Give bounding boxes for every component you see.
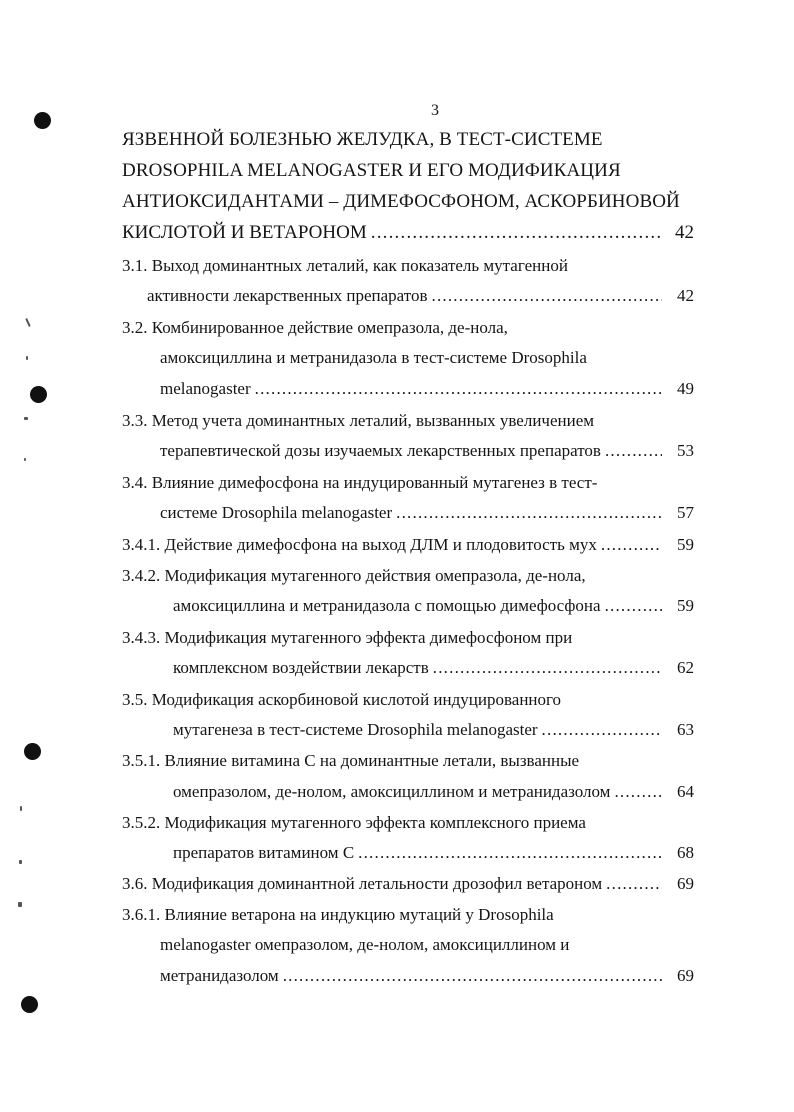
punch-hole xyxy=(21,996,38,1013)
toc-page-number: 69 xyxy=(677,874,694,893)
toc-entry-line: 3.4.1. Действие димефосфона на выход ДЛМ и плодовитость мух ..... 59 xyxy=(122,535,694,559)
leader-dots xyxy=(433,658,662,678)
leader-dots xyxy=(358,843,662,863)
toc-page-number: 42 xyxy=(675,222,694,243)
leader-dots xyxy=(255,379,662,399)
toc-page-number: 42 xyxy=(677,286,694,305)
toc-entry-line: 3.4.2. Модификация мутагенного действия омепразола, де-нола, xyxy=(122,566,586,585)
toc-entry-line: активности лекарственных препаратов ..... 42 xyxy=(147,286,694,310)
leader-dots xyxy=(605,596,662,616)
toc-entry-line: 3.4. Влияние димефосфона на индуцированный мутагенез в тест- xyxy=(122,473,598,492)
toc-page-number: 63 xyxy=(677,720,694,739)
toc-entry-line: 3.1. Выход доминантных леталий, как показатель мутагенной xyxy=(122,256,568,275)
scan-speck xyxy=(19,860,22,864)
toc-entry-line: системе Drosophila melanogaster ..... 57 xyxy=(160,503,694,527)
toc-entry-line: препаратов витамином С ..... 68 xyxy=(173,843,694,867)
leader-dots xyxy=(542,720,662,740)
toc-page-number: 68 xyxy=(677,843,694,862)
toc-page-number: 49 xyxy=(677,379,694,398)
toc-entry-line: метранидазолом ..... 69 xyxy=(160,966,694,990)
toc-page-number: 64 xyxy=(677,782,694,801)
toc-entry-line: 3.2. Комбинированное действие омепразола, де-нола, xyxy=(122,318,508,337)
punch-hole xyxy=(30,386,47,403)
toc-page-number: 57 xyxy=(677,503,694,522)
leader-dots xyxy=(601,535,662,555)
toc-page-number: 53 xyxy=(677,441,694,460)
scan-speck xyxy=(26,356,28,360)
punch-hole xyxy=(24,743,41,760)
toc-page-number: 59 xyxy=(677,535,694,554)
leader-dots xyxy=(283,966,662,986)
toc-entry-line: терапевтической дозы изучаемых лекарственных препаратов ..... 53 xyxy=(160,441,694,465)
toc-entry-title: КИСЛОТОЙ И ВЕТАРОНОМ xyxy=(122,222,367,243)
toc-entry-line: 3.6. Модификация доминантной летальности дрозофил ветароном ..... 69 xyxy=(122,874,694,898)
toc-entry-line: комплексном воздействии лекарств ..... 62 xyxy=(173,658,694,682)
scan-speck xyxy=(24,458,26,461)
chapter-heading-line: АНТИОКСИДАНТАМИ – ДИМЕФОСФОНОМ, АСКОРБИНОВОЙ xyxy=(122,191,680,212)
toc-entry-line: 3.5. Модификация аскорбиновой кислотой индуцированного xyxy=(122,690,562,709)
toc-entry-line: амоксициллина и метранидазола с помощью димефосфона ..... 59 xyxy=(173,596,694,620)
scan-speck xyxy=(24,417,28,420)
leader-dots xyxy=(432,286,663,306)
toc-entry-line: 3.4.3. Модификация мутагенного эффекта димефосфоном при xyxy=(122,628,573,647)
page-number: 3 xyxy=(431,102,439,119)
leader-dots xyxy=(614,782,662,802)
chapter-heading-line: ЯЗВЕННОЙ БОЛЕЗНЬЮ ЖЕЛУДКА, В ТЕСТ-СИСТЕМЕ xyxy=(122,129,603,150)
toc-entry-line: 3.3. Метод учета доминантных леталий, вызванных увеличением xyxy=(122,411,595,430)
leader-dots xyxy=(605,441,662,461)
scan-speck xyxy=(25,318,31,327)
toc-page-number: 69 xyxy=(677,966,694,985)
toc-entry-line: омепразолом, де-нолом, амоксициллином и метранидазолом ..... 64 xyxy=(173,782,694,806)
toc-page-number: 59 xyxy=(677,596,694,615)
scan-speck xyxy=(18,902,22,907)
toc-entry-line: melanogaster ..... 49 xyxy=(160,379,694,403)
leader-dots xyxy=(371,222,662,244)
scan-speck xyxy=(20,806,22,811)
toc-entry-chapter xyxy=(122,222,694,246)
toc-entry-line: мутагенеза в тест-системе Drosophila melanogaster ..... 63 xyxy=(173,720,694,744)
chapter-heading-line: DROSOPHILA MELANOGASTER И ЕГО МОДИФИКАЦИЯ xyxy=(122,160,621,181)
toc-entry-line: амоксициллина и метранидазола в тест-системе Drosophila xyxy=(160,348,587,367)
toc-page-number: 62 xyxy=(677,658,694,677)
leader-dots xyxy=(606,874,662,894)
toc-entry-line: melanogaster омепразолом, де-нолом, амоксициллином и xyxy=(160,935,570,954)
toc-entry-line: 3.6.1. Влияние ветарона на индукцию мутаций у Drosophila xyxy=(122,905,554,924)
toc-entry-line: 3.5.1. Влияние витамина С на доминантные летали, вызванные xyxy=(122,751,580,770)
punch-hole xyxy=(34,112,51,129)
leader-dots xyxy=(396,503,662,523)
toc-entry-line: 3.5.2. Модификация мутагенного эффекта комплексного приема xyxy=(122,813,586,832)
